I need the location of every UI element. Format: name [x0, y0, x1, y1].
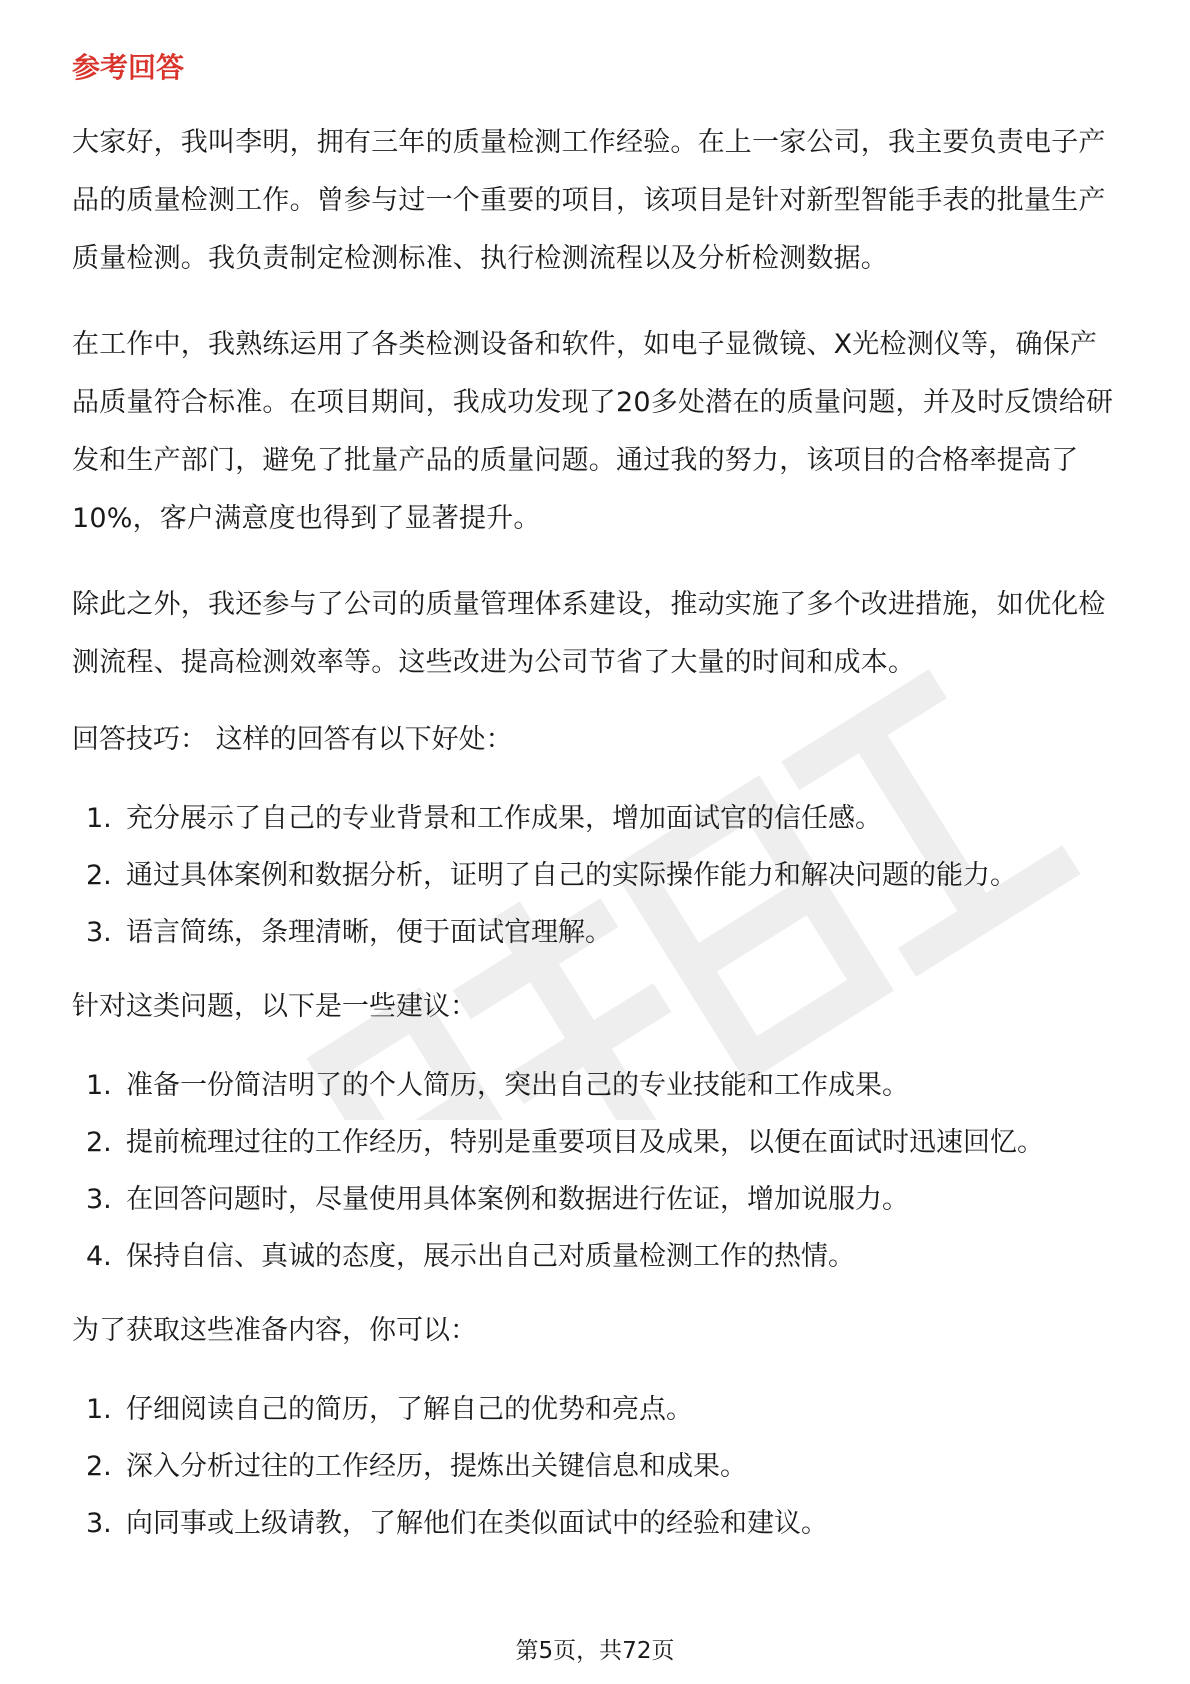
preparation-intro: 为了获取这些准备内容，你可以：: [72, 1315, 477, 1346]
page-footer: 第5页，共72页: [515, 1638, 675, 1664]
list-text: 仔细阅读自己的简历，了解自己的优势和亮点。: [126, 1394, 693, 1425]
list-item: [72, 1438, 1120, 1495]
list-number: 4.: [86, 1241, 112, 1272]
list-item: [72, 1228, 1120, 1285]
answer-paragraph-3: 除此之外，我还参与了公司的质量管理体系建设，推动实施了多个改进措施，如优化检测流程、提高检测效率等。这些改进为公司节省了大量的时间和成本。: [72, 589, 1106, 678]
list-item: [72, 904, 1120, 961]
list-item: [72, 1495, 1120, 1552]
list-item: [72, 1114, 1120, 1171]
list-number: 3.: [86, 1508, 112, 1539]
answer-paragraph-2: 在工作中，我熟练运用了各类检测设备和软件，如电子显微镜、X光检测仪等，确保产品质量符合标准。在项目期间，我成功发现了20多处潜在的质量问题，并及时反馈给研发和生产部门，避免了批量产品的质量问题。通过我的努力，该项目的合格率提高了10%，客户满意度也得到了显著提升。: [72, 329, 1114, 534]
answer-paragraph-1: 大家好，我叫李明，拥有三年的质量检测工作经验。在上一家公司，我主要负责电子产品的质量检测工作。曾参与过一个重要的项目，该项目是针对新型智能手表的批量生产质量检测。我负责制定检测标准、执行检测流程以及分析检测数据。: [72, 127, 1106, 274]
list-text: 通过具体案例和数据分析，证明了自己的实际操作能力和解决问题的能力。: [126, 860, 1017, 891]
list-text: 充分展示了自己的专业背景和工作成果，增加面试官的信任感。: [126, 803, 882, 834]
suggestions-intro: 针对这类问题，以下是一些建议：: [72, 991, 477, 1022]
list-text: 提前梳理过往的工作经历，特别是重要项目及成果，以便在面试时迅速回忆。: [126, 1127, 1044, 1158]
section-heading: 参考回答: [72, 51, 185, 84]
list-number: 3.: [86, 1184, 112, 1215]
list-text: 保持自信、真诚的态度，展示出自己对质量检测工作的热情。: [126, 1241, 855, 1272]
list-number: 1.: [86, 803, 112, 834]
list-item: [72, 1171, 1120, 1228]
list-item: [72, 1057, 1120, 1114]
suggestions-list: [72, 1057, 1120, 1285]
list-text: 深入分析过往的工作经历，提炼出关键信息和成果。: [126, 1451, 747, 1482]
list-number: 2.: [86, 1127, 112, 1158]
list-item: [72, 1381, 1120, 1438]
list-number: 1.: [86, 1394, 112, 1425]
tips-intro: 回答技巧： 这样的回答有以下好处：: [72, 724, 513, 755]
list-number: 2.: [86, 860, 112, 891]
list-item: [72, 847, 1120, 904]
list-number: 3.: [86, 917, 112, 948]
list-text: 向同事或上级请教，了解他们在类似面试中的经验和建议。: [126, 1508, 828, 1539]
list-text: 在回答问题时，尽量使用具体案例和数据进行佐证，增加说服力。: [126, 1184, 909, 1215]
tips-list: [72, 790, 1120, 961]
list-number: 1.: [86, 1070, 112, 1101]
list-text: 语言简练，条理清晰，便于面试官理解。: [126, 917, 612, 948]
preparation-list: [72, 1381, 1120, 1552]
list-number: 2.: [86, 1451, 112, 1482]
list-item: [72, 790, 1120, 847]
list-text: 准备一份简洁明了的个人简历，突出自己的专业技能和工作成果。: [126, 1070, 909, 1101]
main-content: [72, 48, 1120, 1578]
